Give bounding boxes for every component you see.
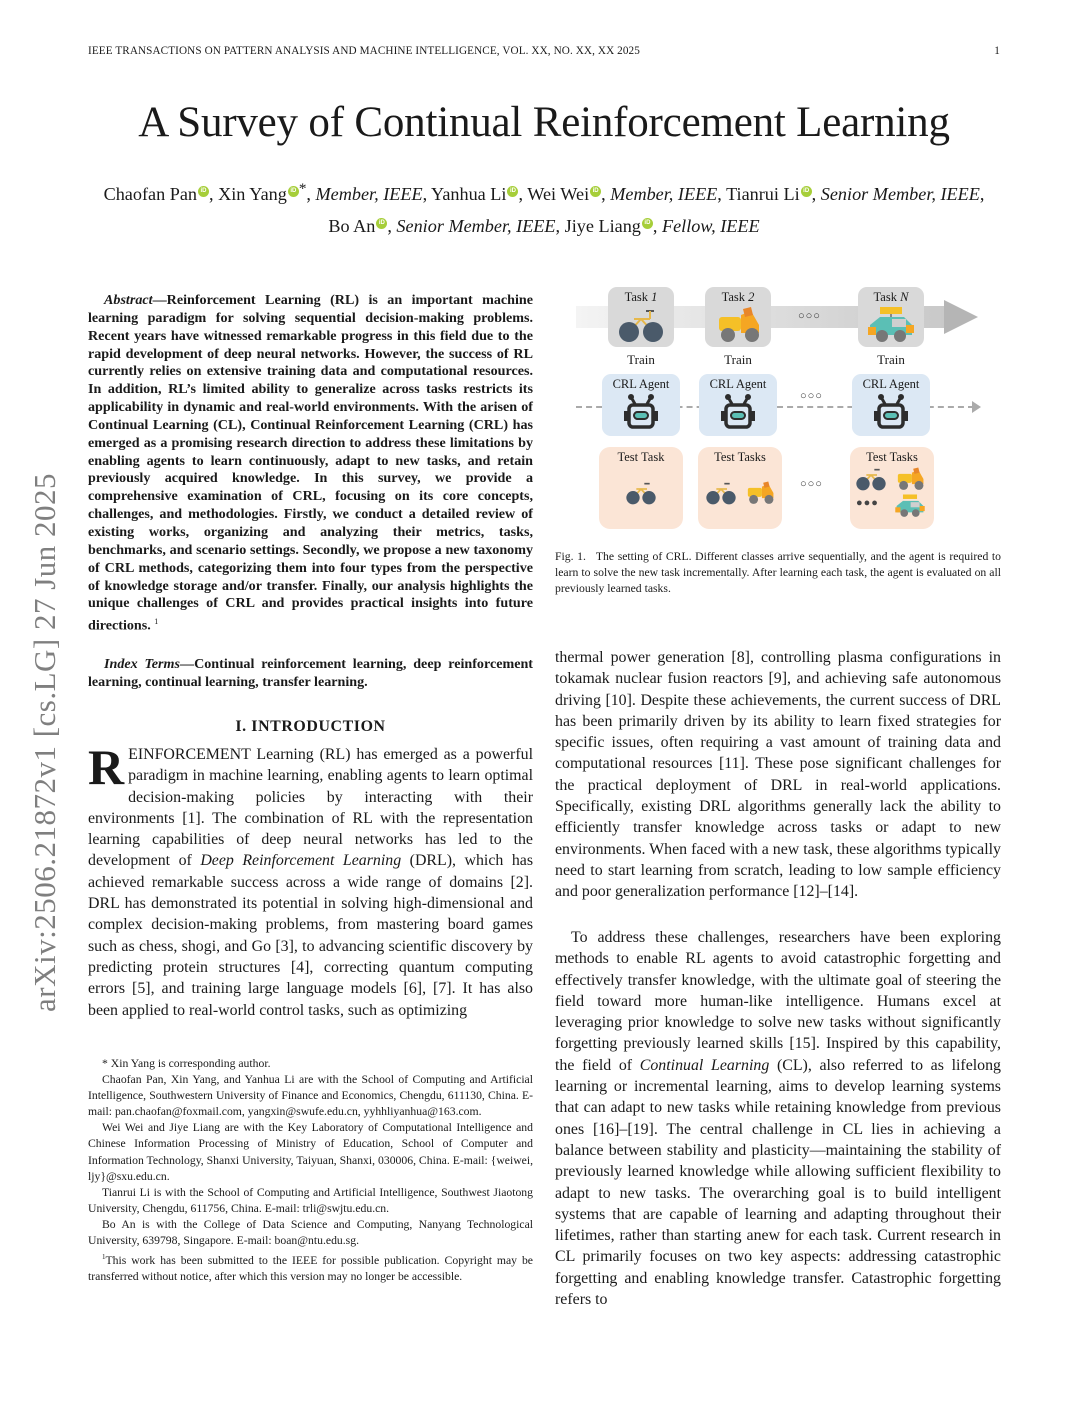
arxiv-stamp: arXiv:2506.21872v1 [cs.LG] 27 Jun 2025 xyxy=(27,472,62,1012)
footnote-ref[interactable]: 1 xyxy=(154,617,159,627)
corresponding-mark: * xyxy=(298,180,307,197)
bicycle-icon xyxy=(854,467,888,491)
test-label: Test Task xyxy=(617,450,665,464)
robot-icon xyxy=(624,394,658,432)
paragraph-text: (DRL), which has achieved remarkable success across a wide range of domains [2]. DRL has demonstrated its potential in solving high-dimensional and complex decision-making problems, from mastering board games such as chess, shogi, and Go [3], to advancing scientific discovery by predicting protein structures [4], correcting quantum computing errors [5], and training large language models [6], [7]. It has also been applied to real-world control tasks, such as optimizing xyxy=(88,852,534,1019)
scooter-icon xyxy=(894,467,926,491)
author-role: Member, IEEE xyxy=(315,184,423,205)
intro-paragraph-1 xyxy=(88,739,534,1021)
figure-crl-setting xyxy=(568,286,988,531)
task-number: N xyxy=(900,290,909,304)
orcid-icon[interactable]: iD xyxy=(198,186,209,197)
agent-ellipsis: ○○○ xyxy=(800,390,823,402)
author-name: Xin Yang xyxy=(218,184,287,205)
agent-label: CRL Agent xyxy=(862,377,920,391)
car-icon xyxy=(866,307,916,343)
robot-icon xyxy=(874,394,908,432)
section-heading xyxy=(88,718,533,736)
test-card-1 xyxy=(599,447,683,529)
figure-caption xyxy=(555,549,1001,598)
author-name: Bo An xyxy=(328,216,376,237)
orcid-icon[interactable]: iD xyxy=(642,218,653,229)
footnote xyxy=(88,1249,533,1285)
abstract-label: Abstract xyxy=(104,292,153,308)
agent-label: CRL Agent xyxy=(612,377,670,391)
bicycle-icon xyxy=(616,307,666,343)
footnotes xyxy=(88,1056,533,1285)
train-label: Train xyxy=(724,352,752,367)
train-label: Train xyxy=(877,352,905,367)
figure-label: Fig. 1. xyxy=(555,550,586,563)
author-role: Fellow, IEEE xyxy=(662,216,760,237)
task-number: 1 xyxy=(651,290,658,304)
bicycle-icon xyxy=(704,481,738,505)
paragraph-text: (CL), also referred to as lifelong learning or incremental learning, aims to develop learning systems that can adapt to new tasks while retaining knowledge from previous ones [16]–[19]. The central challenge in CL lies in achieving a balance between stability and plasticity—maintaining the stability of previously learned knowledge while allowing sufficient flexibility to adapt to new tasks. The overarching goal is to build intelligent systems that are capable of learning and adapting throughout their lifetimes, rather than starting anew for each task. Current research in CL primarily focuses on two key aspects: addressing catastrophic forgetting and enabling knowledge transfer. Catastrophic forgetting refers to xyxy=(555,1056,1001,1309)
footnote: * Xin Yang is corresponding author. xyxy=(102,1057,271,1070)
footnote-text: This work has been submitted to the IEEE for possible publication. Copyright may be transferred without notice, after which this version may no longer be accessible. xyxy=(88,1254,533,1284)
author-name: Wei Wei xyxy=(527,184,590,205)
page-number: 1 xyxy=(994,45,1000,57)
abstract xyxy=(88,292,533,636)
paragraph-text: EINFORCEMENT Learning (RL) has emerged as a powerful paradigm in machine learning, enabling agents to learn optimal decision-making policies by interacting with their environments [1]. The combination of RL with the representation learning capabilities of deep neural networks has led to the development of xyxy=(88,746,533,870)
author-role: Member, IEEE xyxy=(610,184,718,205)
arrow-head-icon xyxy=(972,401,981,413)
test-ellipsis: ○○○ xyxy=(800,478,823,490)
index-terms-label: Index Terms xyxy=(104,656,180,672)
author-list: Chaofan Pan iD , Xin Yang iD *, Member, IEEE, Yanhua Li iD , Wei Wei iD , Member, IEEE, Tianrui Li iD , Senior Member, IEEE, Bo An iD , Senior Member, IEEE, Jiye Liang iD , Fellow, IEEE xyxy=(103,180,985,237)
paragraph-text: To address these challenges, researchers have been exploring methods to enable RL agents to avoid catastrophic forgetting and effectively transfer knowledge, with the ultimate goal of steering the field toward more human-like intelligence. Humans excel at leveraging prior knowledge to solve new tasks without significantly forgetting previously learned skills [15]. Inspired by this capability, the field of xyxy=(555,929,1001,1074)
task-number: 2 xyxy=(748,290,755,304)
section-heading-text: I. INTRODUCTION xyxy=(235,718,386,735)
agent-card-2 xyxy=(699,374,777,436)
task-label: Task xyxy=(721,290,749,304)
index-terms xyxy=(88,656,533,692)
agent-card-1 xyxy=(602,374,680,436)
task-card-1 xyxy=(608,287,674,347)
orcid-icon[interactable]: iD xyxy=(288,186,299,197)
author-name: Yanhua Li xyxy=(431,184,507,205)
test-card-2 xyxy=(698,447,782,529)
author-role: Senior Member, IEEE xyxy=(820,184,980,205)
author-name: Tianrui Li xyxy=(726,184,800,205)
test-label: Test Tasks xyxy=(866,450,918,464)
scooter-icon xyxy=(713,307,763,343)
train-label: Train xyxy=(627,352,655,367)
orcid-icon[interactable]: iD xyxy=(376,218,387,229)
test-label: Test Tasks xyxy=(714,450,766,464)
emphasis-term: Deep Reinforcement Learning xyxy=(200,852,402,870)
footnote-mark: 1 xyxy=(102,1253,106,1262)
journal-name: IEEE TRANSACTIONS ON PATTERN ANALYSIS AND MACHINE INTELLIGENCE, VOL. XX, NO. XX, XX 2025 xyxy=(88,45,640,57)
task-label: Task xyxy=(624,290,652,304)
orcid-icon[interactable]: iD xyxy=(801,186,812,197)
index-terms-text: —Continual reinforcement learning, deep reinforcement learning, continual learning, transfer learning. xyxy=(88,656,533,690)
robot-icon xyxy=(721,394,755,432)
task-card-2 xyxy=(705,287,771,347)
sequence-ellipsis: ○○○ xyxy=(798,310,821,322)
author-name: Jiye Liang xyxy=(564,216,641,237)
author-name: Chaofan Pan xyxy=(103,184,198,205)
orcid-icon[interactable]: iD xyxy=(590,186,601,197)
more-tasks-ellipsis: ●●● xyxy=(856,497,879,509)
arrow-head-icon xyxy=(944,300,978,334)
author-role: Senior Member, IEEE xyxy=(396,216,556,237)
footnote: Tianrui Li is with the School of Computing and Artificial Intelligence, Southwest Jiaotong University, Chengdu, 611756, China. E-mail: trli@swjtu.edu.cn. xyxy=(88,1185,533,1215)
scooter-icon xyxy=(744,481,776,505)
emphasis-term: Continual Learning xyxy=(639,1056,770,1074)
footnote: Chaofan Pan, Xin Yang, and Yanhua Li are with the School of Computing and Artificial Intelligence, Southwestern University of Finance and Economics, Chengdu, 611130, China. E-mail: pan.chaofan@foxmail.com, yangxin@swufe.edu.cn, yyhhliyanhua@163.com. xyxy=(88,1073,533,1119)
task-card-n xyxy=(858,287,924,347)
intro-paragraph-2: thermal power generation [8], controlling plasma configurations in tokamak nuclear fusion reactors [9], and achieving safe autonomous driving [10]. Despite these achievements, the current success of DRL has been primarily driven by its ability to learn fixed strategies for specific issues, often requiring a vast amount of training data and computational resources [11]. These pose significant challenges for the practical deployment of DRL in real-world applications. Specifically, existing DRL algorithms generally lack the ability to efficiently transfer knowledge across tasks or adapt to new environments. When faced with a new task, these algorithms typically need to start learning from scratch, leading to low sample efficiency and poor generalization performance [12]–[14]. xyxy=(555,649,1001,901)
paper-title: A Survey of Continual Reinforcement Learning xyxy=(138,99,950,146)
orcid-icon[interactable]: iD xyxy=(507,186,518,197)
test-card-n xyxy=(850,447,934,529)
agent-label: CRL Agent xyxy=(709,377,767,391)
footnote: Wei Wei and Jiye Liang are with the Key Laboratory of Computational Intelligence and Chinese Information Processing of Ministry of Education, School of Computer and Information Technology, Shanxi University, Taiyuan, Shanxi, 030006, China. E-mail: {weiwei, ljy}@sxu.edu.cn. xyxy=(88,1121,533,1183)
footnote: Bo An is with the College of Data Science and Computing, Nanyang Technological University, 639798, Singapore. E-mail: boan@ntu.edu.sg. xyxy=(88,1217,533,1248)
dropcap: R xyxy=(88,739,125,795)
intro-paragraph-3 xyxy=(555,927,1001,1310)
abstract-text: —Reinforcement Learning (RL) is an important machine learning paradigm for solving sequential decision-making problems. Recent years have witnessed remarkable progress in this field due to the rapid development of deep neural networks. However, the success of RL currently relies on extensive training data and computational resources. In addition, RL’s limited ability to generalize across tasks restricts its applicability in dynamic and real-world environments. With the arisen of Continual Learning (CL), Continual Reinforcement Learning (CRL) has emerged as a promising research direction to address these limitations by enabling agents to learn continuously, adapt to new tasks, and retain previously acquired knowledge. In this survey, we provide a comprehensive examination of CRL, focusing on its core concepts, challenges, and methodologies. Firstly, we conduct a detailed review of existing works, organizing and analyzing their metrics, tasks, benchmarks, and scenario settings. Secondly, we propose a new taxonomy of CRL methods, categorizing them into four types from the perspective of knowledge storage and/or transfer. Finally, our analysis highlights the unique challenges of CRL and provides practical insights into future directions. xyxy=(88,292,533,634)
car-icon xyxy=(894,493,926,519)
caption-text: The setting of CRL. Different classes arrive sequentially, and the agent is required to learn to solve the new task incrementally. After learning each task, the agent is evaluated on all previously learned tasks. xyxy=(555,550,1001,596)
running-header xyxy=(88,45,1000,57)
agent-card-n xyxy=(852,374,930,436)
bicycle-icon xyxy=(624,481,658,505)
task-label: Task xyxy=(873,290,901,304)
